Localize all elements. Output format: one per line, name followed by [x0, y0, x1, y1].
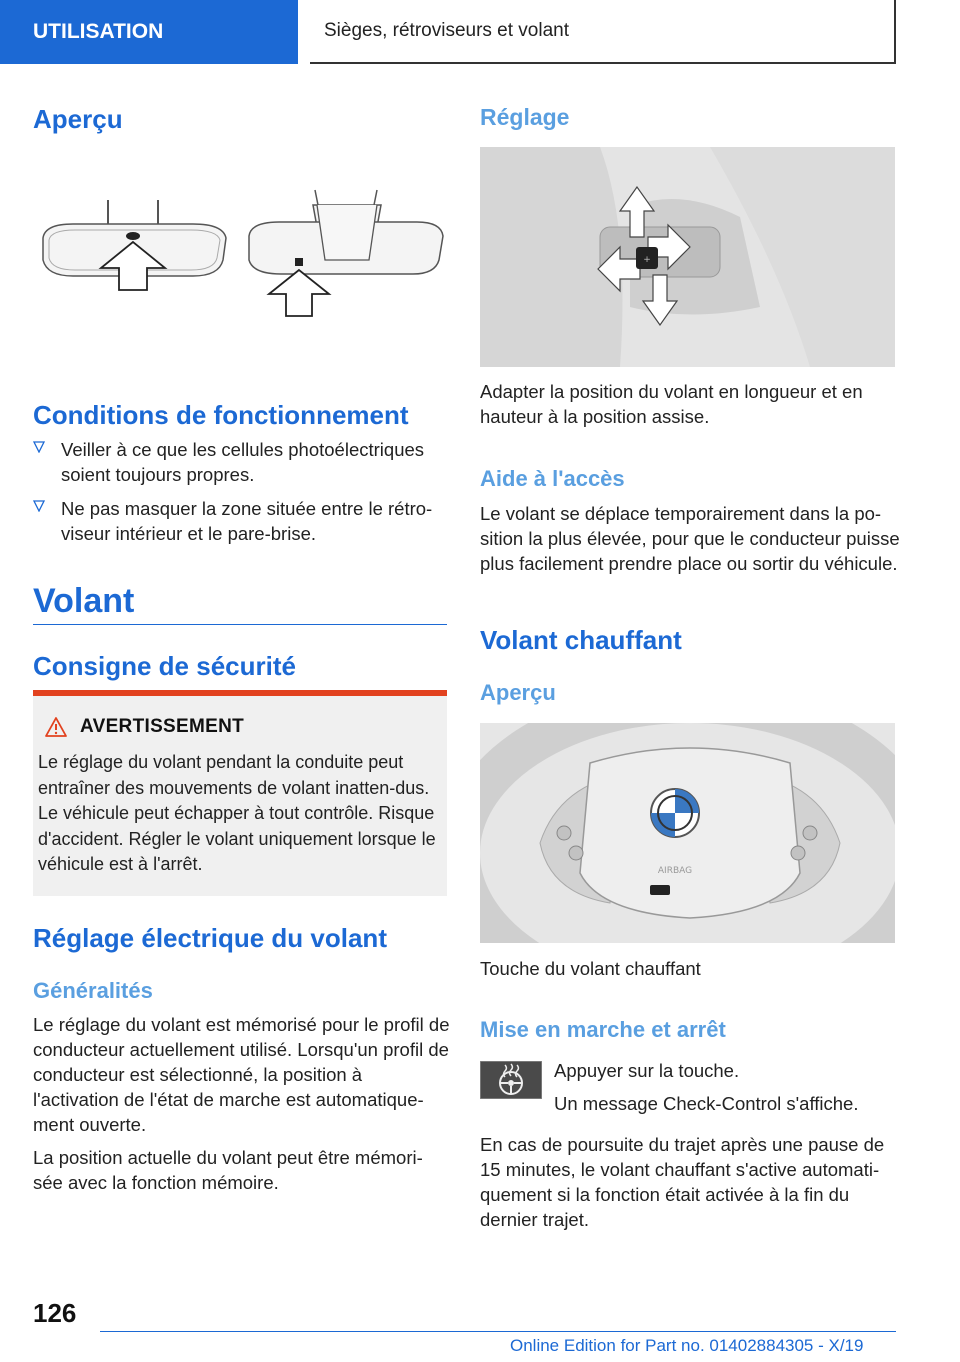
securite-heading: Consigne de sécurité [33, 651, 296, 681]
marche-step-1: Appuyer sur la touche. [554, 1060, 740, 1081]
list-item-text: Veiller à ce que les cellules photoélectriques soient toujours propres. [61, 439, 425, 485]
heated-steering-button-icon [480, 1061, 542, 1099]
footer-divider [100, 1331, 896, 1332]
aide-heading: Aide à l'accès [480, 466, 625, 491]
chauffant-caption: Touche du volant chauffant [480, 958, 701, 979]
marche-step-2: Un message Check-Control s'affiche. [554, 1093, 859, 1114]
header-chapter: Sièges, rétroviseurs et volant [310, 0, 896, 64]
generalites-paragraph-2: La position actuelle du volant peut être mémori-sée avec la fonction mémoire. [33, 1147, 423, 1193]
generalites-heading: Généralités [33, 978, 153, 1003]
page-number: 126 [33, 1298, 77, 1328]
reglage-electrique-heading: Réglage électrique du volant [33, 923, 387, 953]
reglage-caption: Adapter la position du volant en longueur et en hauteur à la position assise. [480, 381, 863, 427]
warning-title: AVERTISSEMENT [80, 716, 245, 737]
svg-text:+: + [643, 255, 651, 265]
chauffant-apercu-heading: Aperçu [480, 680, 556, 705]
header-section: UTILISATION [0, 0, 298, 64]
bullet-triangle-icon [33, 500, 45, 512]
list-item [33, 437, 447, 487]
volant-heading: Volant [33, 582, 135, 620]
apercu-heading: Aperçu [33, 104, 123, 134]
aide-paragraph: Le volant se déplace temporairement dans la po-sition la plus élevée, pour que le conducteur puisse plus facilement prendre place ou sortir du véhicule. [480, 503, 900, 574]
warning-triangle-icon [44, 716, 68, 738]
marche-heading: Mise en marche et arrêt [480, 1017, 726, 1042]
generalites-paragraph-1: Le réglage du volant est mémorisé pour le profil de conducteur actuellement utilisé. Lorsqu'un profil de conducteur est sélectionné, la position à l'activation de l'état de marche est automatique-ment ouverte. [33, 1014, 450, 1135]
bullet-triangle-icon [33, 441, 45, 453]
list-item-text: Ne pas masquer la zone située entre le rétro-viseur intérieur et le pare-brise. [61, 498, 433, 544]
warning-text: Le réglage du volant pendant la conduite peut entraîner des mouvements de volant inatten-dus. Le véhicule peut échapper à tout contrôle. Risque d'accident. Régler le volant uniquement lorsque le véhicule est à l'arrêt. [38, 752, 436, 874]
marche-paragraph: En cas de poursuite du trajet après une pause de 15 minutes, le volant chauffant s'active automati-quement si la fonction était activée à la fin du dernier trajet. [480, 1134, 885, 1230]
section-divider [33, 624, 447, 625]
footer-edition: Online Edition for Part no. 01402884305 - X/19 [510, 1336, 864, 1355]
list-item [33, 496, 447, 546]
reglage-heading: Réglage [480, 104, 570, 130]
mirror-illustration [33, 180, 447, 320]
steering-adjust-image [480, 147, 895, 367]
conditions-heading: Conditions de fonctionnement [33, 400, 409, 430]
svg-text:AIRBAG: AIRBAG [657, 866, 693, 876]
steering-wheel-image [480, 723, 895, 943]
chauffant-heading: Volant chauffant [480, 625, 682, 655]
